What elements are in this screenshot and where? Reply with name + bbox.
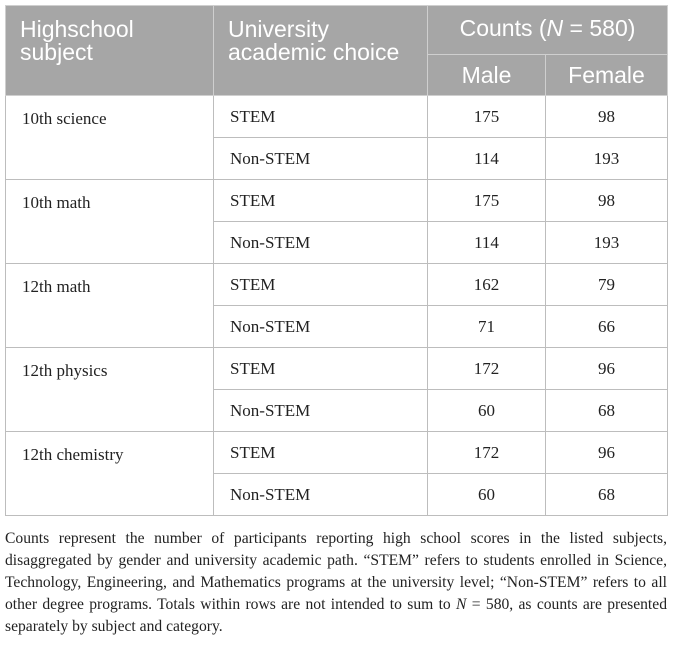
- male-count: 60: [428, 390, 546, 432]
- female-count: 96: [546, 348, 668, 390]
- male-count: 162: [428, 264, 546, 306]
- header-female: Female: [546, 55, 668, 96]
- male-count: 71: [428, 306, 546, 348]
- subject-cell: 12th math: [6, 264, 214, 348]
- table-row: [6, 348, 668, 390]
- female-count: 79: [546, 264, 668, 306]
- female-count: 96: [546, 432, 668, 474]
- subject-cell: 10th math: [6, 180, 214, 264]
- female-count: 98: [546, 96, 668, 138]
- table-row: [6, 432, 668, 474]
- choice-cell: STEM: [214, 180, 428, 222]
- subject-cell: 12th physics: [6, 348, 214, 432]
- header-counts: Counts (N = 580): [428, 6, 668, 55]
- choice-cell: STEM: [214, 264, 428, 306]
- choice-cell: Non-STEM: [214, 222, 428, 264]
- male-count: 60: [428, 474, 546, 516]
- subject-cell: 12th chemistry: [6, 432, 214, 516]
- header-choice: University academic choice: [214, 6, 428, 96]
- female-count: 98: [546, 180, 668, 222]
- table-row: [6, 96, 668, 138]
- subject-cell: 10th science: [6, 96, 214, 180]
- choice-cell: Non-STEM: [214, 474, 428, 516]
- choice-cell: Non-STEM: [214, 390, 428, 432]
- female-count: 66: [546, 306, 668, 348]
- choice-cell: STEM: [214, 348, 428, 390]
- choice-cell: Non-STEM: [214, 306, 428, 348]
- female-count: 68: [546, 390, 668, 432]
- table-container: [5, 5, 667, 516]
- table-row: [6, 180, 668, 222]
- male-count: 175: [428, 96, 546, 138]
- header-subject: Highschool subject: [6, 6, 214, 96]
- choice-cell: STEM: [214, 432, 428, 474]
- male-count: 175: [428, 180, 546, 222]
- male-count: 172: [428, 432, 546, 474]
- female-count: 68: [546, 474, 668, 516]
- female-count: 193: [546, 222, 668, 264]
- header-male: Male: [428, 55, 546, 96]
- male-count: 172: [428, 348, 546, 390]
- table-footnote: Counts represent the number of participants reporting high school scores in the listed subjects, disaggregated by gender and university academic path. “STEM” refers to students enrolled in Science, Technology, Engineering, and Mathematics programs at the university level; “Non-STEM” refers to all other degree programs. Totals within rows are not intended to sum to N = 580, as counts are presented separately by subject and category.: [5, 529, 667, 635]
- female-count: 193: [546, 138, 668, 180]
- table-row: [6, 264, 668, 306]
- male-count: 114: [428, 138, 546, 180]
- choice-cell: Non-STEM: [214, 138, 428, 180]
- male-count: 114: [428, 222, 546, 264]
- choice-cell: STEM: [214, 96, 428, 138]
- counts-table: [5, 5, 668, 516]
